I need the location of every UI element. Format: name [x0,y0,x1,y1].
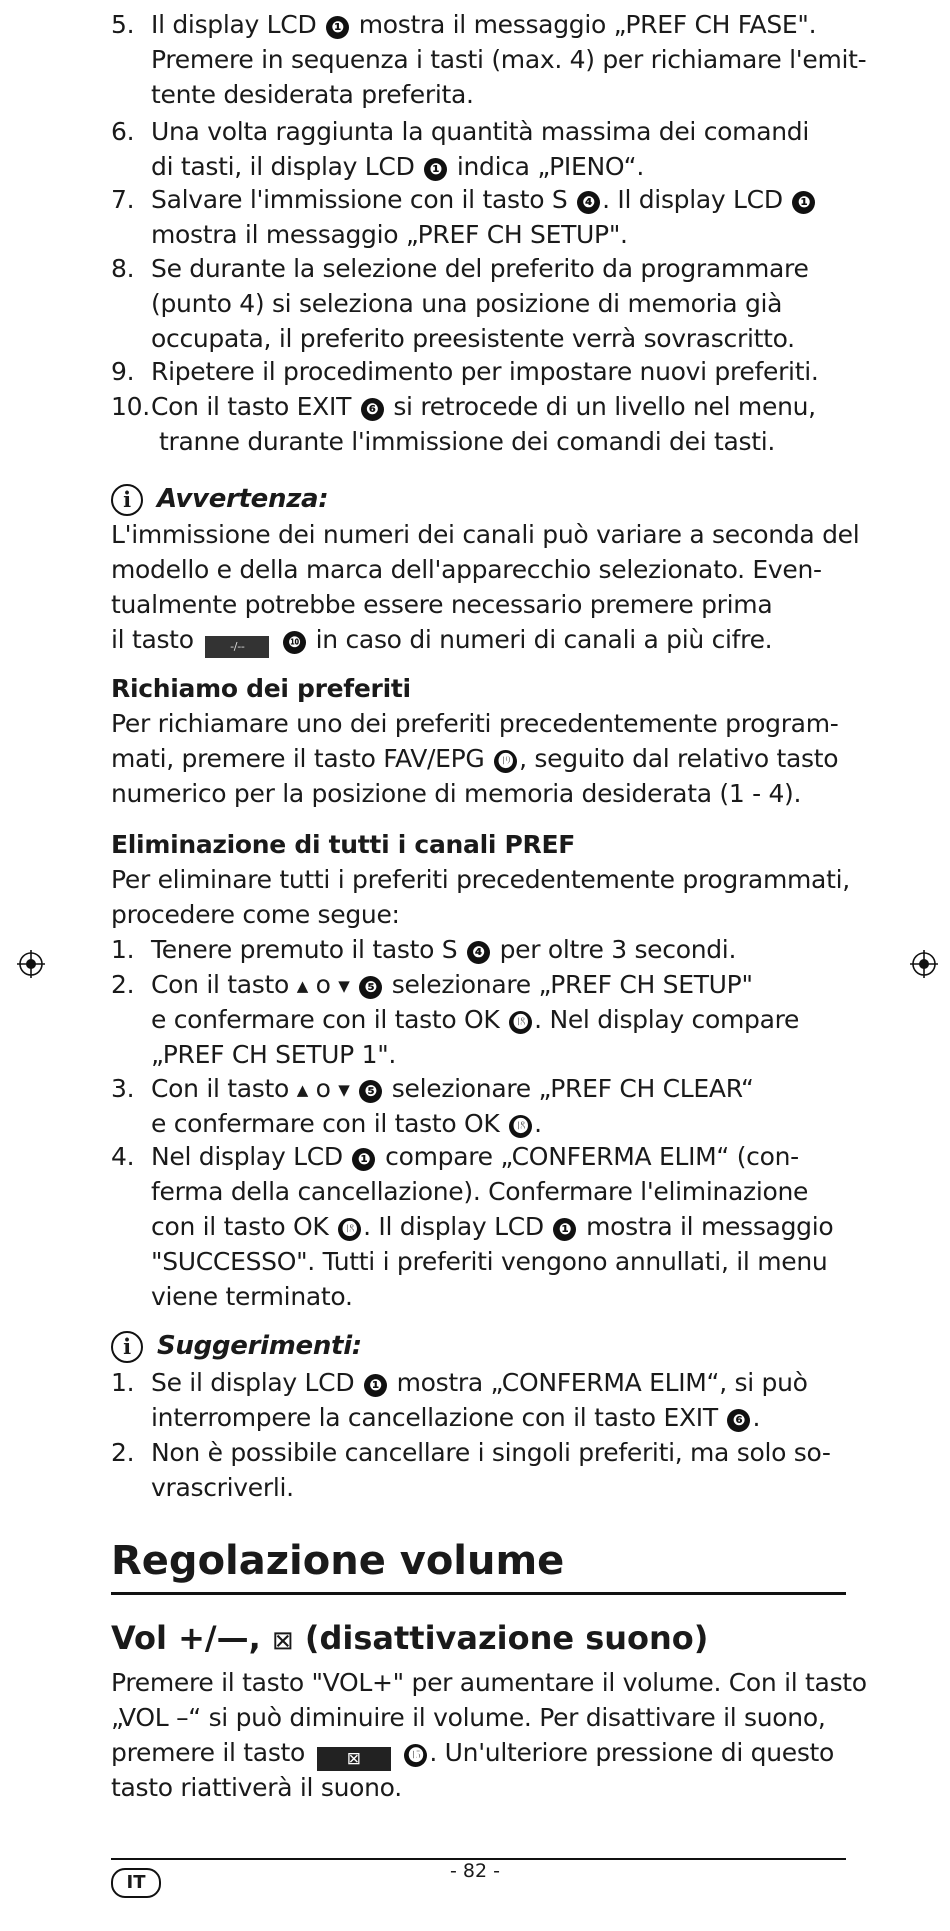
text-run: Premere in sequenza i tasti (max. 4) per richiamare l'emit- [151,45,867,74]
list-item-line [151,1038,396,1072]
list-item-line [151,1003,799,1037]
text-run: o [307,970,339,999]
list-item-line [151,78,474,112]
text-run: vrascriverli. [151,1473,294,1502]
note-line [111,623,772,658]
list-item-line [151,968,753,1003]
list-item-line [151,1366,808,1400]
list-item-line [151,1140,799,1174]
text-run: (punto 4) si seleziona una posizione di memoria già [151,289,783,318]
registration-mark-right-icon [910,950,938,978]
text-run: , seguito dal relativo tasto [519,744,839,773]
key-button-icon: -/-- [205,636,269,658]
reference-number-badge: ❶ [352,1148,375,1171]
text-run: ferma della cancellazione). Confermare l'eliminazione [151,1177,809,1206]
paragraph-line [111,898,400,932]
text-run: Con il tasto [151,970,297,999]
text-run: . [534,1109,542,1138]
paragraph-line [111,707,838,741]
list-number: 6. [111,117,135,146]
text-run [349,970,357,999]
reference-number-badge: ❺ [359,976,382,999]
list-item-line [151,8,816,42]
list-item-line [151,183,817,217]
text-run: „PREF CH SETUP 1". [151,1040,397,1069]
text-run: Con il tasto [151,1074,297,1103]
text-run: Non è possibile cancellare i singoli preferiti, ma solo so- [151,1438,831,1467]
list-item-line [151,1280,353,1314]
paragraph-line [111,1701,825,1735]
text-run: Per richiamare uno dei preferiti precedentemente program- [111,709,839,738]
list-number: 5. [111,10,135,39]
subsection-title [111,1617,708,1662]
note-line [111,518,859,552]
text-run: tasto riattiverà il suono. [111,1773,402,1802]
text-run: o [307,1074,339,1103]
list-item-line [151,1210,833,1244]
subsection-title-post: (disattivazione suono) [293,1619,709,1657]
text-run: con il tasto OK [151,1212,337,1241]
language-badge: IT [111,1868,161,1898]
text-run: "SUCCESSO". Tutti i preferiti vengono annullati, il menu [151,1247,828,1276]
reference-number-badge: ❺ [359,1080,382,1103]
arrow-up-icon: ▲ [296,977,308,995]
list-number: 3. [111,1074,135,1103]
list-number: 1. [111,935,135,964]
list-item-line [151,390,816,424]
text-run: Nel display LCD [151,1142,351,1171]
note-line [111,553,822,587]
reference-number-badge: ❶ [326,16,349,39]
list-item-line [151,1245,827,1279]
reference-number-badge: ❹ [577,191,600,214]
info-icon: i [111,1331,143,1363]
text-run: viene terminato. [151,1282,353,1311]
reference-number-badge: ❻ [361,398,384,421]
list-item-line [151,1401,760,1435]
list-number: 7. [111,185,135,214]
list-item-line [151,933,736,967]
text-run: premere il tasto [111,1738,313,1767]
list-item-line [151,287,782,321]
text-run: modello e della marca dell'apparecchio selezionato. Even- [111,555,822,584]
subheading: Eliminazione di tutti i canali PREF [111,830,576,859]
text-run: e confermare con il tasto OK [151,1109,508,1138]
list-number: 2. [111,970,135,999]
text-run: numerico per la posizione di memoria desiderata (1 - 4). [111,779,802,808]
reference-number-badge: ❶ [364,1374,387,1397]
paragraph-line [111,742,838,776]
list-item-line [151,1436,831,1470]
reference-number-badge: ❶ [424,158,447,181]
text-run: indica „PIENO“. [449,152,644,181]
text-run: per oltre 3 secondi. [491,935,737,964]
reference-number-badge: ⓳ [494,750,517,773]
list-item-line [151,1107,542,1141]
list-item-line [159,425,775,459]
text-run: mati, premere il tasto FAV/EPG [111,744,493,773]
text-run: Tenere premuto il tasto S [151,935,465,964]
reference-number-badge: ⓯ [404,1744,427,1767]
reference-number-badge: ❿ [283,631,306,654]
text-run: tente desiderata preferita. [151,80,474,109]
text-run: tranne durante l'immissione dei comandi dei tasti. [159,427,776,456]
note-line [111,588,772,622]
text-run: . Il display LCD [363,1212,552,1241]
list-item-line [151,355,819,389]
list-number: 8. [111,254,135,283]
reference-number-badge: ⓲ [509,1011,532,1034]
list-item-line [151,150,644,184]
text-run: L'immissione dei numeri dei canali può variare a seconda del [111,520,860,549]
text-run: Ripetere il procedimento per impostare nuovi preferiti. [151,357,819,386]
text-run: mostra „CONFERMA ELIM“, si può [388,1368,808,1397]
text-run: in caso di numeri di canali a più cifre. [308,625,773,654]
text-run: occupata, il preferito preesistente verrà sovrascritto. [151,324,795,353]
list-number: 4. [111,1142,135,1171]
text-run: Se il display LCD [151,1368,362,1397]
list-number: 10. [111,392,150,421]
reference-number-badge: ⓲ [338,1218,361,1241]
arrow-down-icon: ▼ [338,977,350,995]
section-title: Regolazione volume [111,1538,565,1584]
list-item-line [151,1471,294,1505]
text-run: selezionare „PREF CH CLEAR“ [384,1074,754,1103]
text-run: . Nel display compare [534,1005,800,1034]
paragraph-line [111,777,801,811]
note-heading [111,1329,362,1363]
text-run: „VOL –“ si può diminuire il volume. Per disattivare il suono, [111,1703,826,1732]
text-run: Se durante la selezione del preferito da programmare [151,254,809,283]
text-run: di tasti, il display LCD [151,152,423,181]
text-run: mostra il messaggio „PREF CH SETUP". [151,220,628,249]
paragraph-line [111,1666,867,1700]
list-item-line [151,115,809,149]
text-run [273,625,281,654]
page-number: - 82 - [450,1860,500,1882]
text-run: . [752,1403,761,1432]
list-item-line [151,1175,808,1209]
text-run: mostra il messaggio [578,1212,834,1241]
list-number: 2. [111,1438,135,1467]
subheading: Richiamo dei preferiti [111,674,411,703]
section-title-rule [111,1592,846,1595]
text-run: . Il display LCD [602,185,791,214]
text-run: il tasto [111,625,202,654]
paragraph-line [111,863,850,897]
text-run: compare „CONFERMA ELIM“ (con- [377,1142,799,1171]
text-run: Con il tasto EXIT [151,392,359,421]
text-run: interrompere la cancellazione con il tasto EXIT [151,1403,726,1432]
text-run: selezionare „PREF CH SETUP" [384,970,753,999]
arrow-up-icon: ▲ [296,1081,308,1099]
mute-icon: ⊠ [271,1626,294,1656]
mute-key-icon: ⊠ [317,1747,391,1771]
list-number: 1. [111,1368,135,1397]
paragraph-line [111,1736,834,1771]
list-item-line [151,218,628,252]
reference-number-badge: ❻ [727,1409,750,1432]
text-run [349,1074,357,1103]
reference-number-badge: ❶ [553,1218,576,1241]
reference-number-badge: ❶ [792,191,815,214]
list-number: 9. [111,357,135,386]
note-title: Suggerimenti: [157,1331,362,1361]
registration-mark-left-icon [17,950,45,978]
list-item-line [151,322,795,356]
note-title: Avvertenza: [157,484,329,514]
note-heading [111,482,328,516]
text-run: Per eliminare tutti i preferiti precedentemente programmati, [111,865,850,894]
text-run [395,1738,403,1767]
list-item-line [151,1072,754,1107]
text-run: procedere come segue: [111,900,400,929]
info-icon: i [111,484,143,516]
text-run: . Un'ulteriore pressione di questo [429,1738,835,1767]
text-run: Una volta raggiunta la quantità massima dei comandi [151,117,809,146]
text-run: Premere il tasto "VOL+" per aumentare il volume. Con il tasto [111,1668,867,1697]
paragraph-line [111,1771,402,1805]
arrow-down-icon: ▼ [338,1081,350,1099]
subsection-title-pre: Vol +/—, [111,1619,272,1657]
text-run: tualmente potrebbe essere necessario premere prima [111,590,773,619]
text-run: e confermare con il tasto OK [151,1005,508,1034]
list-item-line [151,43,866,77]
text-run: mostra il messaggio „PREF CH FASE". [351,10,817,39]
text-run: Salvare l'immissione con il tasto S [151,185,576,214]
reference-number-badge: ❹ [467,941,490,964]
text-run: Il display LCD [151,10,325,39]
reference-number-badge: ⓲ [509,1115,532,1138]
text-run: si retrocede di un livello nel menu, [385,392,816,421]
list-item-line [151,252,809,286]
